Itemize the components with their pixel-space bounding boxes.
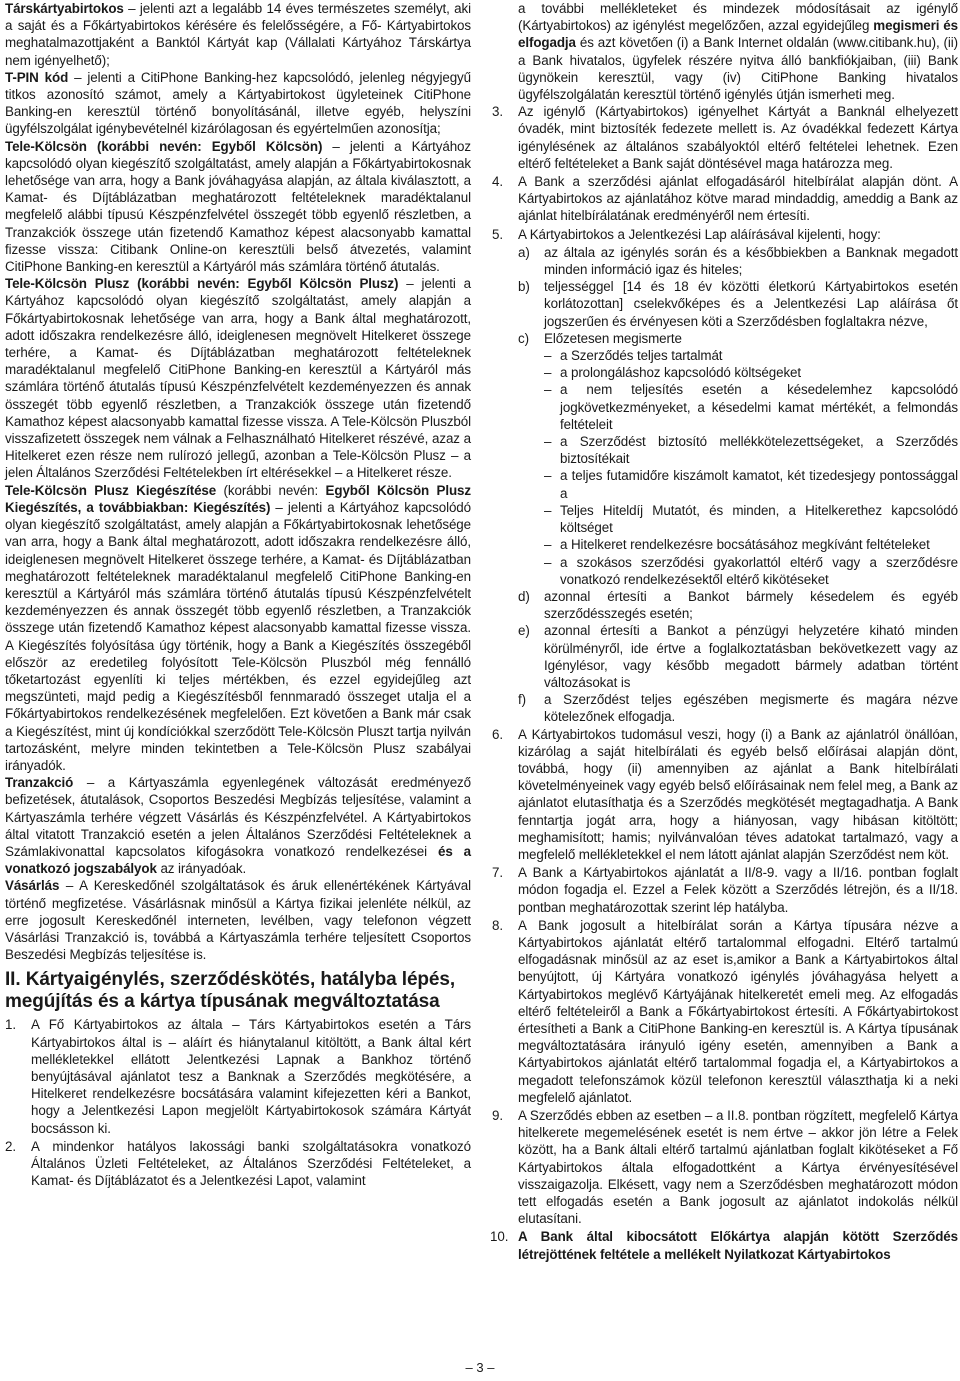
numbered-item: 5. A Kártyabirtokos a Jelentkezési Lap aláírásával kijelenti, hogy: xyxy=(492,226,881,242)
dash-list xyxy=(518,347,958,588)
definition-tele-kolcson: Tele-Kölcsön (korábbi nevén: Egyből Kölcsön) – jelenti a Kártyához kapcsolódó olyan kiegészítő szolgáltatást, amely alapján a Főkártyabirtokosnak lehetősége van arra, hogy a Bank jóváhagyása alapján, az általa kiválasztott, a Kamat- és Díjtáblázatban meghatározott feltételeknek maradéktalanul megfelelő alábbi típusú Készpénzfelvétel összegét több egyenlő részletben, a Tranzakciók összege után fizetendő Kamathoz képest alacsonyabb kamattal fizesse vissza: Citibank Online-on keresztüli belső átvezetés, valamint CitiPhone Banking-en keresztül a Kártyáról más számlára történő átutalás. xyxy=(5,138,472,275)
sub-item: d) azonnal értesíti a Bankot bármely késedelem és egyéb szerződésszegés esetén; xyxy=(518,588,958,622)
term: Társkártyabirtokos xyxy=(5,1,124,16)
dash-item: – a Szerződést biztosító mellékkötelezettségeket, a Szerződés biztosítékait xyxy=(544,434,958,467)
sub-item: e) azonnal értesíti a Bankot a pénzügyi helyzetére kiható minden körülményről, ide értve a foglalkoztatásban bekövetkezett vagy az Igénylésor, vagy később megadott bármely adatban történt változásokat is xyxy=(518,623,958,690)
numbered-item: 8. A Bank jogosult a hitelbírálat során a Kártya típusára nézve a Kártyabirtokos ajánlatát eltérő tartalommal elfogadni. Eltérő tartalmú elfogadásnak minősül az az eset is,amikor a Bank a Kártyabirtokos által benyújtott, új Kártyára vonatkozó igénylés jóváhagyása helyett a Kártyabirtokos meglévő Kártyájának hitelkeretét emeli meg. Az elfogadás eltérő feltételeiről a Bank a Főkártyabirtokost értesíti. A Főkártyabirtokost értesítheti a Bank a CitiPhone Banking-en keresztül is. A Kártya típusának megváltoztatására irányuló igény esetén, amennyiben a Bank a Kártyabirtokos ajánlatát eltérő tartalommal fogadja el, a Kártyabirtokos a megadott telefonszámok közül telefonon keresztül választhatja ki a neki megfelelő ajánlatot. xyxy=(492,917,958,1105)
dash-item: – Teljes Hiteldíj Mutatót, és minden, a Hitelkerethez kapcsolódó költséget xyxy=(544,502,958,536)
dash-item: – a nem teljesítés esetén a késedelemhez kapcsolódó jogkövetkezményeket, a késedelmi kamat mértékét, a felmondás feltételeit xyxy=(544,382,958,432)
term: Tele-Kölcsön Plusz (korábbi nevén: Egyből Kölcsön Plusz) xyxy=(5,276,399,292)
definition-tranzakcio: Tranzakció – a Kártyaszámla egyenlegének változását eredményező befizetések, átutalások, Csoportos Beszedési Megbízás teljesítése, valamint a Kártyaszámla terhére végzett Vásárlás és Készpénzfelvétel. A Kártyabirtokos által vitatott Tranzakció esetén a jelen Általános Szerződési Feltételeknek a Számlakivonattal kapcsolatos kifogásokra vonatkozó rendelkezései és a vonatkozó jogszabályok az irányadóak. xyxy=(5,775,471,877)
dash-item: – a Szerződés teljes tartalmát xyxy=(544,348,723,364)
left-column xyxy=(5,0,471,1190)
sub-item: c) Előzetesen megismerte xyxy=(518,330,682,346)
numbered-item: 4. A Bank a szerződési ajánlat elfogadásáról hitelbírálat alapján dönt. A Kártyabirtokos az ajánlatához kötve marad mindaddig, ameddig a Bank az ajánlat hitelbírálatának eredményéről nem értesíti. xyxy=(492,174,958,224)
sub-item: a) az általa az igénylés során és a későbbiekben a Banknak megadott minden információ igaz és hiteles; xyxy=(518,244,958,278)
term: T-PIN kód xyxy=(5,69,69,85)
page-number: – 3 – xyxy=(465,1360,495,1375)
right-column xyxy=(492,0,958,1264)
numbered-item: 9. A Szerződés ebben az esetben – a II.8. pontban rögzített, megfelelő Kártya hitelkerete megemelésének esetét is nem értve – akkor jön létre a Felek között, ha a Bank általi eltérő tartalmú ajánlatban foglalt kikötéseket a Fő Kártyabirtokos általa elfogadottként a Kártya érvényesítésével visszaigazolja. Elkésett, vagy nem a Szerződésben meghatározott módon tett elfogadás esetén a Bank jogosult az ajánlatot indokolás nélkül elutasítani. xyxy=(492,1108,958,1227)
dash-item: – a Hitelkeret rendelkezésre bocsátásához megkívánt feltételeket xyxy=(544,537,930,553)
definition-kiegeszites: Tele-Kölcsön Plusz Kiegészítése (korábbi nevén: Egyből Kölcsön Plusz Kiegészítés, a továbbiakban: Kiegészítés) – jelenti a Kártyához kapcsolódó olyan kiegészítő szolgáltatást, amely alapján a Főkártyabirtokosnak lehetősége van arra, hogy a Bank által meghatározott, adott időszakra rendelkezésre álló, ideiglenesen megnövelt Hitelkeret összege terhére, a Kamat- és Díjtáblázatban meghatározott feltételeknek maradéktalanul megfelelő CitiPhone Banking-en keresztül a Kártyáról más számlára történő átutalás típusú Készpénzfelvételt kezdeményezzen és annak összegét több egyenlő részletben, a Tranzakciók összege után fizetendő Kamathoz képest alacsonyabb kamattal fizesse vissza. A Kiegészítés folyósítása úgy történik, hogy a Bank a Kiegészítés összegéből először az eredetileg folyósított Tele-Kölcsön Pluszból még fennálló tőketartozást egyenlíti ki teljes mértékben, és ezzel egyidejűleg azt megszünteti, majd pedig a Kiegészítésből fennmaradó összeget utalja el a Főkártyabirtokos rendelkezésének megfelelően. Ezt követően a Bank már csak a Kiegészítést, mint új kondíciókkal szerződött Tele-Kölcsön Pluszt tartja nyilván tartozásként, melyre minden tekintetben a Tele-Kölcsön Plusz szabályai irányadók. xyxy=(5,482,472,773)
definition-tarskartyabirtokos: Társkártyabirtokos – jelenti azt a legalább 14 éves természetes személyt, aki a saját és a Főkártyabirtokos kérésére és felelősségére, a Fő- Kártyabirtokos meghatalmazottjaként a Banktól Kártyát kap (Vállalati Kártyához Társkártya nem igényelhető); xyxy=(5,1,471,68)
dash-item: – a szokásos szerződési gyakorlattól eltérő vagy a szerződésre vonatkozó rendelkezésektől eltérő kikötéseket xyxy=(544,554,958,587)
numbered-item: 6. A Kártyabirtokos tudomásul veszi, hogy (i) a Bank az ajánlatról önállóan, kizárólag a saját hitelbírálati és egyéb belső előírásai alapján dönt, továbbá, hogy (ii) amennyiben az ajánlat a Bank hitelbírálati követelményeinek vagy egyéb belső előírásainak nem felel meg, a Bank az ajánlatot elutasíthatja és a Szerződés megkötését megtagadhatja. A Bank fenntartja jogát arra, hogy a hiányosan, vagy hibásan kitöltött; meghamisított; hamis; nyilvánvalóan téves adatokat tartalmazó, vagy a megfelelő mellékletekkel el nem látott ajánlat alapján Szerződést nem köt. xyxy=(492,726,958,862)
continuation-paragraph: a további mellékleteket és mindezek módosításait az igénylő (Kártyabirtokos) az igénylést megelőzően, azzal egyidejűleg megismeri és elfogadja és azt követően (i) a Bank Internet oldalán (www.citibank.hu), (ii) a Bank hivatalos, ügyfelek részére nyitva álló bankfiókjaiban, (iii) Bank ügynökein keresztül, vagy (iv) CitiPhone Banking hivatalos ügyfélszolgálatán keresztül történő igénylés útján ismerheti meg. xyxy=(518,1,958,103)
definition-tpin: T-PIN kód – jelenti a CitiPhone Banking-hez kapcsolódó, jelenleg négyjegyű titkos azonosító számot, amely a Kártyabirtokost ügyleteinek CitiPhone Banking-en keresztül történő bonyolításánál, illetve egyéb, helyszíni ügyfélszolgálat igénybevételnél kizárólagosan és egyértelműen azonosítja; xyxy=(5,69,471,137)
dash-item: – a prolongáláshoz kapcsolódó költségeket xyxy=(544,365,802,381)
section-heading: II. Kártyaigénylés, szerződéskötés, hatályba lépés, megújítás és a kártya típusának megváltoztatása xyxy=(5,969,456,1012)
term: Tele-Kölcsön (korábbi nevén: Egyből Kölcsön) xyxy=(5,138,323,154)
dash-item: – a teljes futamidőre kiszámolt kamatot, két tizedesjegy pontossággal a xyxy=(544,468,958,501)
numbered-item: 10. A Bank által kibocsátott Előkártya alapján kötött Szerződés létrejöttének feltétele a mellékelt Nyilatkozat Kártyabirtokos xyxy=(490,1229,958,1262)
definition-vasarlas: Vásárlás – A Kereskedőnél szolgáltatások és áruk ellenértékének Kártyával történő megfizetése. Vásárlásnak minősül a Kártya fizikai jelenléte nélkül, az erre jogosult Kereskedőnél interneten, levélben, vagy telefonon végzett Vásárlási Tranzakció is, továbbá a Kártyaszámla terhére teljesített Csoportos Beszedési Megbízás teljesítése is. xyxy=(5,878,471,963)
numbered-item: 2. A mindenkor hatályos lakossági banki szolgáltatásokra vonatkozó Általános Üzleti Feltételeket, az Általános Szerződési Feltételeket, a Kamat- és Díjtáblázatot és a Jelentkezési Lapot, valamint xyxy=(5,1138,471,1189)
numbered-item: 3. Az igénylő (Kártyabirtokos) igényelhet Kártyát a Banknál elhelyezett óvadék, mint biztosíték fedezete mellett is. Az óvadékkal fedezett Kártya igénylésének az általános szabályoktól eltérő feltételei lehetnek. Ezen eltérő feltételeket a Bank saját döntésével maga határozza meg. xyxy=(492,104,958,171)
sub-item: b) teljességgel [14 és 18 év közötti életkorú Kártyabirtokos esetén korlátozottan] cselekvőképes és a Jelentkezési Lap aláírása őt jogszerűen és érvényesen köti a Szerződésben foglaltakra nézve, xyxy=(518,279,958,329)
term: Tranzakció xyxy=(5,775,74,791)
term: Vásárlás xyxy=(5,878,60,894)
sub-list xyxy=(492,244,958,726)
numbered-item: 7. A Bank a Kártyabirtokos ajánlatát a II/8-9. vagy a II/16. pontban foglalt módon fogadja el. Ezzel a Felek között a Szerződés létrejön, és a II/18. pontban meghatározottak szerint lép hatályba. xyxy=(492,865,958,915)
sub-item: f) a Szerződést teljes egészében megismerte és magára nézve kötelezőnek elfogadja. xyxy=(518,692,958,725)
definition-tele-kolcson-plusz: Tele-Kölcsön Plusz (korábbi nevén: Egyből Kölcsön Plusz) – jelenti a Kártyához kapcsolódó olyan kiegészítő szolgáltatást, amely alapján a Főkártyabirtokosnak lehetősége van arra, hogy a Bank által meghatározott, adott időszakra rendelkezésre álló, ideiglenesen megnövelt Hitelkeret összege terhére, a Kamat- és Díjtáblázatban meghatározott feltételeknek maradéktalanul megfelelő CitiPhone Banking-en keresztül a Kártyáról más számlára történő átutalás típusú Készpénzfelvételt kezdeményezzen és annak összegét több egyenlő részletben, a Tranzakciók összege után fizetendő Kamathoz képest alacsonyabb kamattal fizesse vissza. A Tele-Kölcsön Pluszból visszafizetett összegek nem válnak a Felhasználható Hitelkeret részévé, azaz a Hitelkeret ezen része nem rulírozó jellegű, azonban a Tele-Kölcsön Plusz – a jelen Általános Szerződési Feltételekben írt eltérésekkel – a Hitelkeret része. xyxy=(5,276,471,481)
term: Tele-Kölcsön Plusz Kiegészítése xyxy=(5,482,217,498)
numbered-item: 1. A Fő Kártyabirtokos az általa – Társ Kártyabirtokos esetén a Társ Kártyabirtokos által is – aláírt és hiánytalanul kitöltött, a Bank által kért mellékletekkel ellátott Jelentkezési Lapnak a Bankhoz történő benyújtásával ajánlatot tesz a Banknak a Szerződés megkötésére, a Hitelkeret rendelkezésre bocsátására valamint kifejezetten kéri a Bankot, hogy a Jelentkezési Lapon megjelölt Kártyabirtokosok számára Kártyát bocsásson ki. xyxy=(5,1017,471,1136)
